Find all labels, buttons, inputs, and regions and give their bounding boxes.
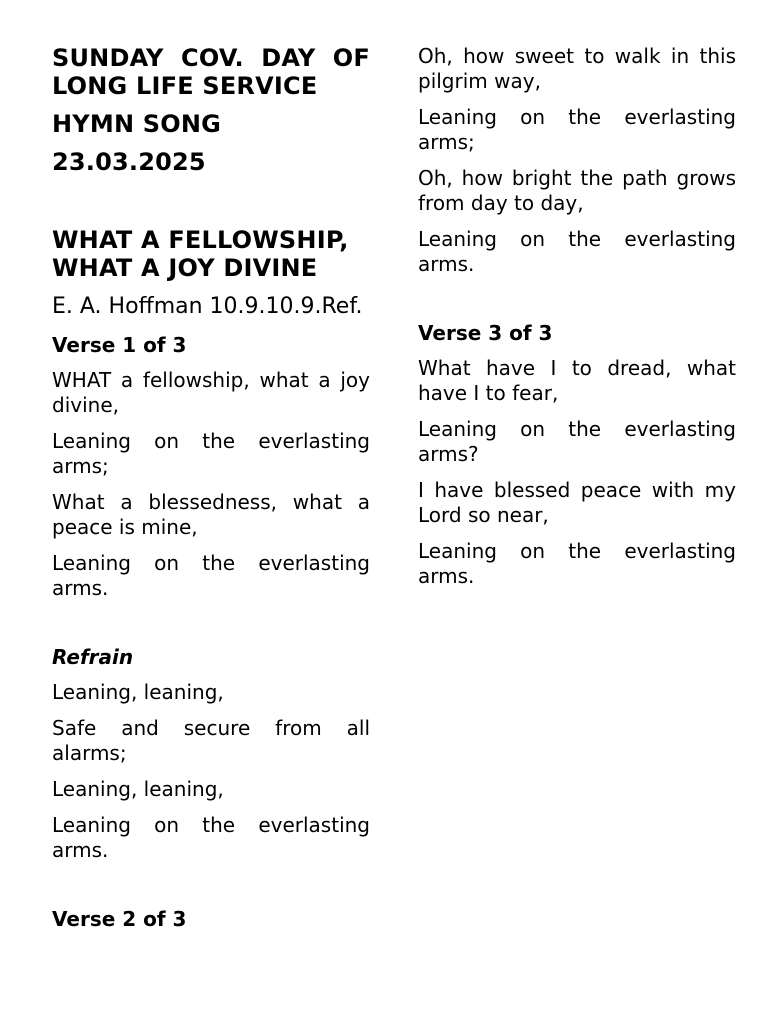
service-date: 23.03.2025 [52, 148, 206, 176]
verse-2-line: Leaning on the everlasting arms. [418, 227, 736, 276]
hymn-title: WHAT A FELLOWSHIP, WHAT A JOY DIVINE [52, 226, 349, 282]
refrain-line: Leaning on the everlasting arms. [52, 813, 370, 862]
verse-3-line: Leaning on the everlasting arms? [418, 417, 736, 466]
verse-3-line: What have I to dread, what have I to fear, [418, 356, 736, 405]
verse-3-line: Leaning on the everlasting arms. [418, 539, 736, 588]
verse-1-heading: Verse 1 of 3 [52, 333, 187, 357]
left-column [52, 44, 370, 931]
verse-1-line: What a blessedness, what a peace is mine, [52, 490, 370, 539]
hymn-song-label: HYMN SONG [52, 110, 222, 138]
service-title: SUNDAY COV. DAY OF LONG LIFE SERVICE [52, 44, 370, 100]
verse-1-line: WHAT a fellowship, what a joy divine, [52, 368, 370, 417]
refrain-line: Leaning, leaning, [52, 777, 224, 801]
hymn-author-meter: E. A. Hoffman 10.9.10.9.Ref. [52, 294, 363, 319]
right-column [418, 44, 736, 589]
refrain-line: Leaning, leaning, [52, 680, 224, 704]
verse-1-line: Leaning on the everlasting arms; [52, 429, 370, 478]
verse-3-line: I have blessed peace with my Lord so near, [418, 478, 736, 527]
refrain-heading: Refrain [52, 645, 134, 669]
verse-2-line: Oh, how bright the path grows from day to day, [418, 166, 736, 215]
verse-2-heading: Verse 2 of 3 [52, 907, 187, 931]
verse-2-line: Leaning on the everlasting arms; [418, 105, 736, 154]
refrain-line: Safe and secure from all alarms; [52, 716, 370, 765]
verse-3-heading: Verse 3 of 3 [418, 321, 553, 345]
verse-2-line: Oh, how sweet to walk in this pilgrim way, [418, 44, 736, 93]
verse-1-line: Leaning on the everlasting arms. [52, 551, 370, 600]
